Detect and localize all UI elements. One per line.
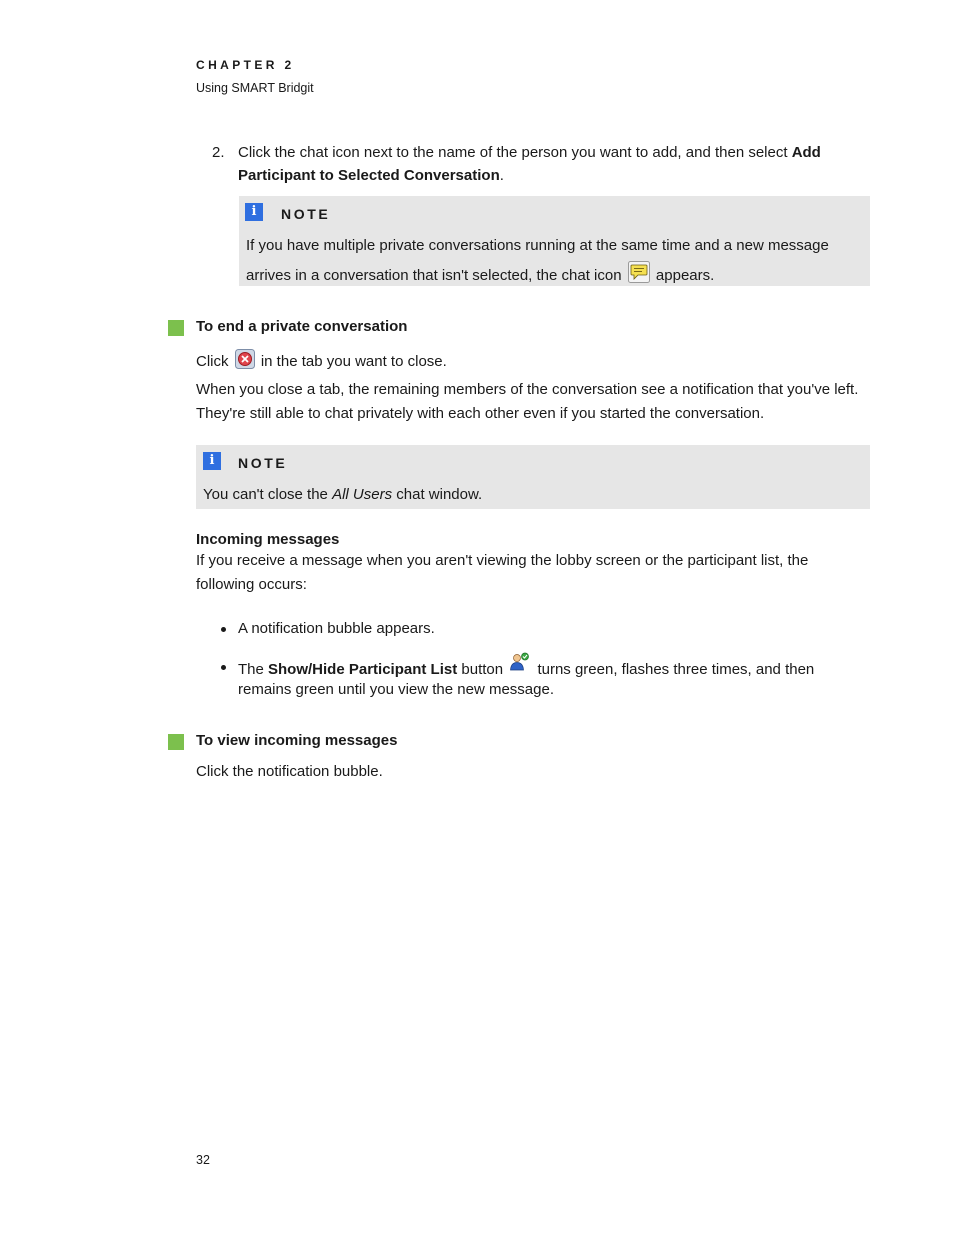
click-before: Click — [196, 353, 229, 370]
bullet-dot — [221, 627, 226, 632]
incoming-heading: Incoming messages — [196, 531, 340, 548]
close-tab-paragraph: When you close a tab, the remaining members of the conversation see a notification that you've left. They're still able to chat privately with each other even if you started the conversation. — [196, 381, 859, 422]
bullet-item — [238, 652, 870, 700]
step-number: 2. — [212, 144, 225, 161]
chapter-subtitle: Using SMART Bridgit — [196, 81, 314, 95]
note-box-2 — [196, 445, 870, 509]
note-box-1 — [239, 196, 870, 286]
note-body-after: appears. — [655, 267, 715, 284]
chat-icon — [628, 261, 650, 294]
chapter-label: CHAPTER 2 — [196, 58, 295, 72]
view-paragraph: Click the notification bubble. — [196, 763, 383, 780]
bullet-dot — [221, 665, 226, 670]
step-text — [238, 141, 858, 187]
step-text-after: . — [499, 167, 504, 184]
note-body — [246, 231, 846, 294]
note-body-before: If you have multiple private conversations running at the same time and a new message arrives in a conversation that isn't selected, the chat icon — [246, 237, 829, 284]
info-icon: i — [203, 452, 221, 470]
procedure-title-view: To view incoming messages — [196, 732, 398, 749]
incoming-paragraph: If you receive a message when you aren't viewing the lobby screen or the participant list, the following occurs: — [196, 552, 809, 593]
step-text-bold: Add Participant to Selected Conversation — [238, 144, 821, 184]
page-number: 32 — [196, 1153, 210, 1167]
procedure-title-end: To end a private conversation — [196, 318, 408, 335]
procedure-marker — [168, 734, 184, 750]
note-body-after: chat window. — [392, 486, 483, 503]
note-title: NOTE — [281, 206, 331, 222]
bullet-text-bold: Show/Hide Participant List — [268, 661, 458, 678]
procedure-marker — [168, 320, 184, 336]
bullet-text: A notification bubble appears. — [238, 620, 435, 637]
note-title: NOTE — [238, 455, 288, 471]
note-body — [203, 480, 482, 510]
participant-list-icon — [509, 652, 531, 678]
bullet-text-mid: button — [457, 661, 504, 678]
step-text-before: Click the chat icon next to the name of the person you want to add, and then select — [238, 144, 792, 161]
click-close-instruction — [196, 349, 447, 377]
note-body-italic: All Users — [332, 486, 393, 503]
note-body-before: You can't close the — [203, 486, 333, 503]
close-tab-icon — [235, 349, 255, 377]
bullet-text-before: The — [238, 661, 269, 678]
info-icon: i — [245, 203, 263, 221]
bullet-text-after: turns green, flashes three times, and then remains green until you view the new message. — [238, 661, 815, 698]
click-after: in the tab you want to close. — [260, 353, 447, 370]
bullet-item — [238, 620, 435, 637]
